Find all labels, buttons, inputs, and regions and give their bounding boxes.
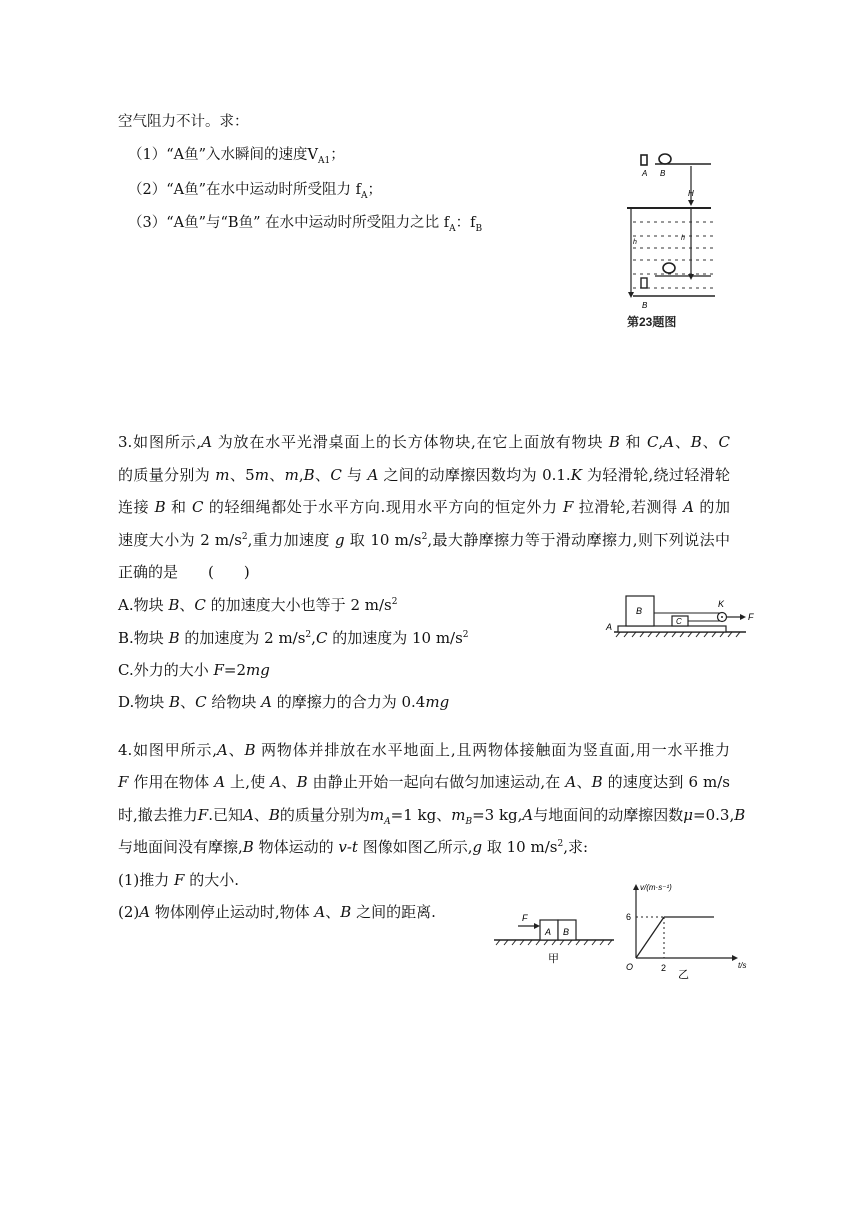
p3-line-5: 正确的是 ( ) [118, 563, 250, 581]
p4-question-1: (1)推力 F 的大小. [118, 871, 239, 889]
fig-caption: 第23题图 [627, 315, 677, 329]
fig-label-k: K [718, 599, 725, 609]
fig-label-a: A [545, 927, 552, 937]
fig-label-a: A [606, 622, 613, 632]
p2-question-2: （2）“A鱼”在水中运动时所受阻力 $f_A$； [128, 182, 382, 201]
fig-label-b: B [660, 169, 666, 178]
p4-question-2: (2)A 物体刚停止运动时,物体 A、B 之间的距离. [118, 903, 436, 921]
p4-line-3: 时,撤去推力F.已知A、B的质量分别为$m_A=1$ kg、$m_B=3$ kg,A与地面间的动摩擦因数μ=0.3,B [118, 806, 746, 827]
p3-option-d: D.物块 B、C 给物块 A 的摩擦力的合力为 0.4mg [118, 693, 450, 711]
vt-line-accelerate [636, 917, 664, 958]
fig-label-hb: h [681, 235, 685, 242]
p2-question-1: （1）“A鱼”入水瞬间的速度$V_{A1}$； [128, 147, 345, 166]
fig-label-b: B [636, 606, 643, 616]
fig-caption: 乙 [678, 969, 689, 980]
p3-line-1: 3.如图所示,A 为放在水平光滑桌面上的长方体物块,在它上面放有物块 B 和 C,A、B、C [118, 433, 730, 451]
fig-label-f: F [522, 913, 528, 923]
origin-label: O [626, 962, 634, 972]
p4-line-4: 与地面间没有摩擦,B 物体运动的 v-t 图像如图乙所示,g 取 10 $m/s^2$,求: [118, 838, 589, 856]
tick-x-2: 2 [661, 963, 667, 973]
fig-label-c: C [676, 617, 682, 626]
fig-caption: 甲 [548, 953, 559, 965]
p3-figure-blocks [600, 588, 760, 644]
fig-label-ha: h [633, 239, 637, 246]
fig-label-bottom: B [642, 301, 648, 310]
fig-label-h: H [688, 189, 694, 198]
tick-y-6: 6 [626, 912, 632, 922]
p4-line-2: F 作用在物体 A 上,使 A、B 由静止开始一起向右做匀加速运动,在 A、B 的速度达到 6 m/s [118, 773, 730, 791]
p4-figure-yi-vt-graph [622, 880, 762, 980]
p3-option-a: A.物块 B、C 的加速度大小也等于 2 $m/s^2$ [118, 596, 398, 614]
fig-label-b: B [563, 927, 570, 937]
p2-question-3: （3）“A鱼”与“B鱼” 在水中运动时所受阻力之比 $f_A$：$f_B$ [128, 215, 483, 234]
axis-x-label: t/s [738, 961, 747, 970]
p3-line-4: 速度大小为 2 $m/s^2$,重力加速度 g 取 10 $m/s^2$,最大静摩擦力等于滑动摩擦力,则下列说法中 [118, 531, 730, 549]
p2-intro: 空气阻力不计。求： [118, 114, 249, 130]
p3-line-3: 连接 B 和 C 的轻细绳都处于水平方向.现用水平方向的恒定外力 F 拉滑轮,若测得 A 的加 [118, 498, 730, 516]
fig-label-f: F [748, 612, 754, 622]
p4-line-1: 4.如图甲所示,A、B 两物体并排放在水平地面上,且两物体接触面为竖直面,用一水平推力 [118, 741, 730, 759]
p3-option-b: B.物块 B 的加速度为 2 $m/s^2,C$ 的加速度为 10 $m/s^2$ [118, 629, 469, 647]
fig-label-a: A [642, 169, 648, 178]
p3-line-2: 的质量分别为 m、5m、m,B、C 与 A 之间的动摩擦因数均为 0.1.K 为轻滑轮,绕过轻滑轮 [118, 466, 730, 484]
p4-figure-jia [490, 908, 620, 968]
p3-option-c: C.外力的大小 F=2mg [118, 661, 270, 679]
axis-y-label: v/(m·s⁻¹) [640, 883, 672, 892]
p2-figure-fish-drop [615, 148, 727, 333]
